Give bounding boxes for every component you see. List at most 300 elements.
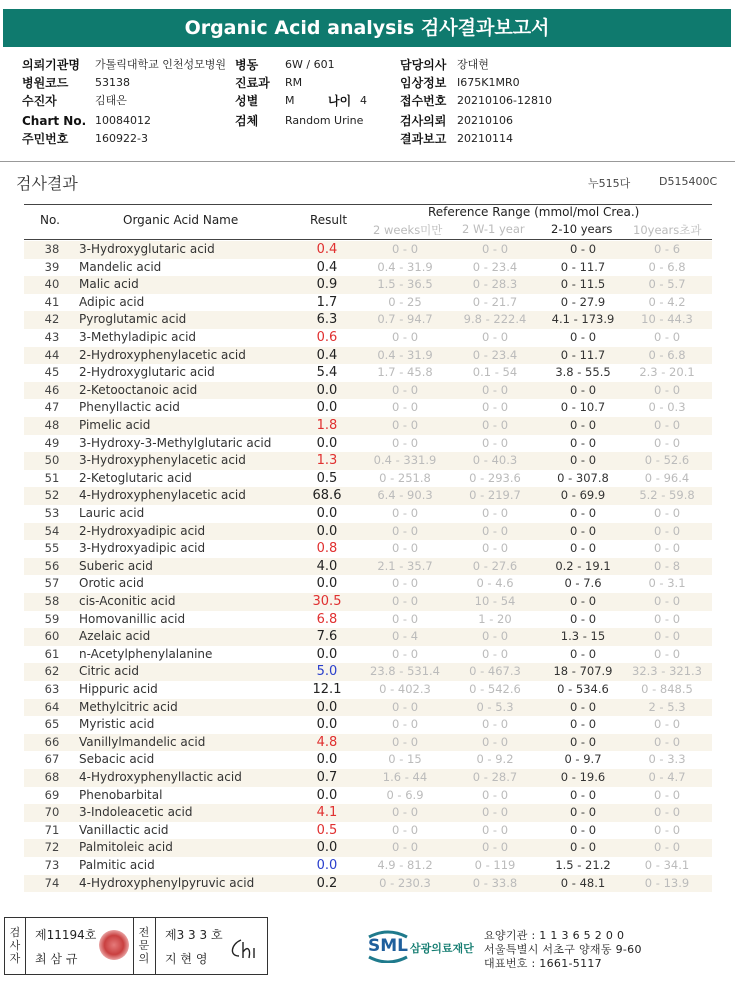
table-row — [24, 681, 712, 699]
info-label: Chart No. — [22, 114, 87, 128]
table-row — [24, 487, 712, 505]
row-number: 42 — [44, 312, 60, 327]
reference-range: 0 - 33.8 — [472, 875, 518, 890]
reference-range: 0 - 52.6 — [644, 453, 690, 468]
reference-range: 0 - 0 — [391, 611, 419, 626]
reference-range: 32.3 - 321.3 — [632, 664, 702, 679]
table-row — [24, 259, 712, 277]
table-row — [24, 699, 712, 717]
acid-name: Pimelic acid — [79, 418, 151, 432]
reference-range: 0 - 0 — [569, 840, 597, 855]
acid-name: n-Acetylphenylalanine — [79, 646, 213, 661]
reference-range: 0 - 0 — [653, 435, 681, 450]
row-number: 70 — [44, 805, 60, 820]
acid-name: Homovanillic acid — [79, 611, 186, 626]
row-number: 48 — [44, 418, 60, 432]
table-row — [24, 540, 712, 558]
reference-range: 0 - 0 — [391, 382, 419, 397]
reference-range: 1.6 - 44 — [382, 770, 428, 784]
row-number: 54 — [44, 523, 60, 538]
row-number: 60 — [44, 629, 60, 644]
reference-range: 0 - 0 — [569, 822, 597, 837]
table-header-rule — [24, 239, 712, 240]
reference-range: 0 - 0 — [481, 629, 509, 644]
result-value: 1.7 — [316, 294, 338, 310]
reference-range: 0 - 0 — [391, 734, 419, 749]
result-value: 0.7 — [316, 770, 338, 785]
acid-name: 3-Hydroxy-3-Methylglutaric acid — [79, 435, 272, 450]
table-row — [24, 294, 712, 312]
result-value: 6.8 — [316, 611, 338, 627]
row-number: 66 — [44, 734, 60, 749]
reference-range: 0 - 4 — [391, 629, 419, 644]
reference-range: 0 - 13.9 — [644, 875, 690, 890]
acid-name: 3-Methyladipic acid — [79, 330, 197, 344]
reference-range: 0 - 0 — [569, 435, 597, 450]
acid-name: Vanillylmandelic acid — [79, 734, 206, 749]
result-value: 0.4 — [316, 259, 338, 275]
specialist-id: 제3 3 3 호 — [165, 928, 223, 942]
result-value: 5.4 — [316, 365, 338, 381]
result-value: 6.3 — [316, 312, 338, 328]
acid-name: 3-Hydroxyglutaric acid — [79, 242, 215, 256]
row-number: 74 — [44, 875, 60, 890]
reference-range: 0 - 0 — [391, 576, 419, 591]
sml-logo-text: SML — [368, 936, 408, 956]
reference-range: 0 - 0 — [569, 594, 597, 608]
reference-range: 0 - 0 — [569, 717, 597, 732]
reference-range: 0 - 293.6 — [469, 470, 521, 485]
table-row — [24, 329, 712, 347]
reference-range: 0 - 0 — [391, 523, 419, 538]
table-row — [24, 875, 712, 893]
reference-range: 0.4 - 31.9 — [377, 259, 433, 274]
table-row — [24, 716, 712, 734]
age-label: 나이 — [328, 94, 352, 108]
table-row — [24, 839, 712, 857]
acid-name: 3-Hydroxyphenylacetic acid — [79, 453, 246, 468]
table-row — [24, 663, 712, 681]
row-number: 44 — [44, 347, 60, 362]
result-value: 0.0 — [316, 382, 338, 398]
reference-range: 0 - 0 — [569, 611, 597, 626]
table-row — [24, 575, 712, 593]
result-value: 4.0 — [316, 558, 338, 574]
acid-name: 4-Hydroxyphenyllactic acid — [79, 770, 242, 784]
table-top-rule — [24, 204, 712, 205]
table-row — [24, 276, 712, 294]
reference-range: 4.9 - 81.2 — [377, 858, 433, 872]
org-phone: 대표번호 : 1661-5117 — [484, 957, 602, 970]
row-number: 40 — [44, 277, 60, 292]
reference-range: 0 - 0 — [481, 805, 509, 820]
reference-range: 0 - 11.5 — [560, 277, 606, 292]
reference-range: 0 - 0 — [569, 418, 597, 432]
reference-range: 0 - 23.4 — [472, 347, 518, 362]
row-number: 46 — [44, 382, 60, 397]
result-value: 0.6 — [316, 330, 338, 345]
table-row — [24, 751, 712, 769]
header-no: No. — [40, 213, 60, 227]
row-number: 62 — [44, 664, 60, 679]
acid-name: Phenobarbital — [79, 787, 163, 802]
reference-range: 0 - 0 — [391, 822, 419, 837]
reference-range: 0 - 0 — [391, 805, 419, 820]
table-row — [24, 505, 712, 523]
row-number: 52 — [44, 488, 60, 503]
reference-range: 0 - 0 — [481, 840, 509, 855]
reference-range: 0 - 307.8 — [557, 470, 609, 485]
reference-range: 0 - 5.7 — [648, 277, 686, 292]
reference-range: 3.8 - 55.5 — [555, 365, 611, 380]
reference-range: 0 - 6.8 — [648, 347, 686, 362]
reference-range: 0 - 0 — [481, 506, 509, 520]
table-row — [24, 804, 712, 822]
acid-name: Citric acid — [79, 664, 139, 679]
reference-range: 0 - 6.8 — [648, 259, 686, 274]
row-number: 55 — [44, 541, 60, 556]
org-code: 요양기관 : 1 1 3 6 5 2 0 0 — [484, 929, 625, 942]
reference-range: 0 - 4.2 — [648, 294, 686, 309]
table-row — [24, 399, 712, 417]
row-number: 47 — [44, 400, 60, 415]
reference-range: 0 - 6.9 — [386, 787, 424, 802]
result-value: 0.0 — [316, 752, 338, 768]
reference-range: 23.8 - 531.4 — [370, 664, 440, 679]
acid-name: 2-Hydroxyphenylacetic acid — [79, 347, 246, 362]
acid-name: 2-Hydroxyadipic acid — [79, 523, 206, 538]
acid-name: Adipic acid — [79, 294, 145, 309]
table-row — [24, 417, 712, 435]
reference-range: 0 - 0 — [391, 717, 419, 732]
info-value: 20210106 — [457, 114, 513, 127]
info-value: M — [285, 94, 295, 107]
reference-range: 0 - 0 — [391, 541, 419, 556]
row-number: 72 — [44, 840, 60, 855]
reference-range: 0 - 0 — [481, 400, 509, 415]
reference-range: 0 - 0.3 — [648, 400, 686, 415]
info-value: 160922-3 — [95, 132, 148, 145]
header-name: Organic Acid Name — [123, 213, 239, 227]
table-row — [24, 787, 712, 805]
reference-range: 0 - 4.6 — [476, 576, 514, 591]
info-label: 의뢰기관명 — [22, 58, 80, 72]
row-number: 69 — [44, 787, 60, 802]
table-row — [24, 347, 712, 365]
reference-range: 0 - 6 — [653, 242, 681, 256]
reference-range: 0 - 4.7 — [648, 770, 686, 784]
result-value: 30.5 — [312, 594, 342, 609]
header-ref-col-3: 2-10 years — [551, 222, 613, 236]
reference-range: 0 - 0 — [391, 418, 419, 432]
reference-range: 1.3 - 15 — [560, 629, 606, 644]
row-number: 50 — [44, 453, 60, 468]
reference-range: 0 - 0 — [569, 699, 597, 714]
reference-range: 0 - 0 — [481, 330, 509, 344]
reference-range: 1.5 - 21.2 — [555, 858, 611, 872]
reference-range: 0 - 0 — [653, 822, 681, 837]
row-number: 71 — [44, 822, 60, 837]
reference-range: 0 - 96.4 — [644, 470, 690, 485]
org-address: 서울특별시 서초구 양재동 9-60 — [484, 943, 642, 956]
reference-range: 1.5 - 36.5 — [377, 277, 433, 292]
tester-id: 제11194호 — [35, 928, 97, 942]
reference-range: 0 - 0 — [569, 734, 597, 749]
reference-range: 0 - 25 — [388, 294, 422, 309]
result-value: 0.0 — [316, 699, 338, 715]
reference-range: 0 - 219.7 — [469, 488, 521, 503]
reference-range: 9.8 - 222.4 — [463, 312, 527, 327]
info-label: 수진자 — [22, 94, 57, 108]
result-value: 12.1 — [312, 682, 342, 697]
table-row — [24, 593, 712, 611]
acid-name: 3-Hydroxyadipic acid — [79, 541, 206, 556]
reference-range: 10 - 44.3 — [641, 312, 693, 327]
result-value: 0.0 — [316, 435, 338, 451]
reference-range: 0 - 8 — [653, 558, 681, 573]
reference-range: 0 - 10.7 — [560, 400, 606, 415]
row-number: 38 — [44, 242, 60, 256]
reference-range: 0 - 27.9 — [560, 294, 606, 309]
reference-range: 0.4 - 31.9 — [377, 347, 433, 362]
acid-name: 4-Hydroxyphenylpyruvic acid — [79, 875, 255, 890]
reference-range: 0 - 0 — [569, 646, 597, 661]
reference-range: 0 - 0 — [391, 594, 419, 608]
reference-range: 0 - 0 — [569, 453, 597, 468]
reference-range: 0 - 230.3 — [379, 875, 431, 890]
acid-name: Suberic acid — [79, 558, 153, 573]
reference-range: 0 - 28.3 — [472, 277, 518, 292]
result-value: 0.5 — [316, 822, 338, 838]
info-value: 6W / 601 — [285, 58, 335, 71]
table-row — [24, 241, 712, 259]
reference-range: 0 - 402.3 — [379, 682, 431, 696]
info-label: 주민번호 — [22, 132, 69, 146]
reference-range: 0 - 0 — [481, 734, 509, 749]
info-label: 접수번호 — [400, 94, 447, 108]
reference-range: 0 - 0 — [569, 523, 597, 538]
acid-name: Hippuric acid — [79, 682, 158, 696]
reference-range: 0 - 3.3 — [648, 752, 686, 767]
result-value: 5.0 — [316, 664, 338, 680]
row-number: 65 — [44, 717, 60, 732]
info-label: 임상정보 — [400, 76, 447, 90]
row-number: 59 — [44, 611, 60, 626]
reference-range: 0 - 3.1 — [648, 576, 686, 591]
reference-range: 2.3 - 20.1 — [639, 365, 695, 380]
result-value: 0.0 — [316, 717, 338, 733]
section-title: 검사결과 — [16, 174, 78, 193]
acid-name: Myristic acid — [79, 717, 155, 732]
row-number: 68 — [44, 770, 60, 784]
info-value: I675K1MR0 — [457, 76, 520, 89]
table-row — [24, 523, 712, 541]
table-row — [24, 646, 712, 664]
info-value: RM — [285, 76, 303, 89]
reference-range: 0 - 48.1 — [560, 875, 606, 890]
info-label: 병동 — [235, 58, 259, 72]
reference-range: 6.4 - 90.3 — [377, 488, 433, 503]
reference-range: 0 - 27.6 — [472, 558, 518, 573]
section-divider — [0, 161, 735, 162]
row-number: 45 — [44, 365, 60, 380]
table-row — [24, 558, 712, 576]
reference-range: 0 - 534.6 — [557, 682, 609, 696]
result-value: 1.3 — [316, 453, 338, 469]
reference-range: 0 - 0 — [481, 418, 509, 432]
row-number: 43 — [44, 330, 60, 344]
reference-range: 0 - 11.7 — [560, 259, 606, 274]
reference-range: 0 - 0 — [653, 594, 681, 608]
signature-icon — [227, 936, 263, 962]
reference-range: 0 - 19.6 — [560, 770, 606, 784]
row-number: 63 — [44, 682, 60, 696]
reference-range: 0 - 0 — [481, 787, 509, 802]
table-row — [24, 435, 712, 453]
reference-range: 0.4 - 331.9 — [373, 453, 437, 468]
reference-range: 0 - 0 — [653, 611, 681, 626]
reference-range: 2.1 - 35.7 — [377, 558, 433, 573]
tester-name: 최 삼 규 — [35, 952, 78, 966]
reference-range: 0 - 0 — [481, 541, 509, 556]
reference-range: 0 - 0 — [653, 717, 681, 732]
acid-name: Sebacic acid — [79, 752, 155, 767]
reference-range: 0 - 0 — [391, 840, 419, 855]
reference-range: 0 - 0 — [653, 805, 681, 820]
reference-range: 0 - 0 — [653, 646, 681, 661]
reference-range: 4.1 - 173.9 — [551, 312, 615, 327]
reference-range: 0.1 - 54 — [472, 365, 518, 380]
header-result: Result — [310, 213, 348, 227]
reference-range: 5.2 - 59.8 — [639, 488, 695, 503]
result-value: 68.6 — [312, 488, 342, 504]
signature-box — [4, 917, 268, 975]
result-value: 0.0 — [316, 576, 338, 592]
table-row — [24, 734, 712, 752]
table-row — [24, 822, 712, 840]
table-row — [24, 470, 712, 488]
table-row — [24, 611, 712, 629]
row-number: 61 — [44, 646, 60, 661]
reference-range: 18 - 707.9 — [553, 664, 613, 679]
reference-range: 0 - 0 — [653, 541, 681, 556]
age-value: 4 — [360, 94, 367, 107]
row-number: 56 — [44, 558, 60, 573]
result-value: 0.5 — [316, 470, 338, 486]
result-value: 0.0 — [316, 858, 338, 873]
reference-range: 0 - 23.4 — [472, 259, 518, 274]
reference-range: 0 - 0 — [481, 523, 509, 538]
result-value: 1.8 — [316, 418, 338, 433]
table-row — [24, 364, 712, 382]
row-number: 58 — [44, 594, 60, 608]
reference-range: 0 - 15 — [388, 752, 422, 767]
reference-range: 0 - 5.3 — [476, 699, 514, 714]
reference-range: 0 - 0 — [391, 242, 419, 256]
info-label: 성별 — [235, 94, 259, 108]
acid-name: Pyroglutamic acid — [79, 312, 187, 327]
result-value: 0.0 — [316, 646, 338, 662]
acid-name: Vanillactic acid — [79, 822, 169, 837]
info-label: 병원코드 — [22, 76, 69, 90]
reference-range: 0 - 0 — [481, 435, 509, 450]
acid-name: 2-Hydroxyglutaric acid — [79, 365, 215, 380]
info-value: Random Urine — [285, 114, 364, 127]
reference-range: 0 - 0 — [569, 382, 597, 397]
header-ref-col-2: 2 W-1 year — [462, 222, 525, 236]
info-label: 검사의뢰 — [400, 114, 447, 128]
result-value: 0.9 — [316, 277, 338, 293]
acid-name: Malic acid — [79, 277, 139, 292]
reference-range: 0 - 0 — [391, 400, 419, 415]
reference-range: 0 - 0 — [391, 435, 419, 450]
reference-range: 0.7 - 94.7 — [377, 312, 433, 327]
report-title: Organic Acid analysis 검사결과보고서 — [3, 9, 731, 47]
acid-name: Methylcitric acid — [79, 699, 178, 714]
result-value: 0.8 — [316, 541, 338, 557]
result-value: 0.4 — [316, 242, 338, 257]
result-value: 4.1 — [316, 805, 338, 821]
acid-name: cis-Aconitic acid — [79, 594, 176, 608]
info-label: 진료과 — [235, 76, 270, 90]
info-value: 김태은 — [95, 94, 127, 107]
reference-range: 0 - 9.2 — [476, 752, 514, 767]
row-number: 41 — [44, 294, 60, 309]
info-value: 10084012 — [95, 114, 151, 127]
header-ref-col-1: 2 weeks미만 — [373, 223, 443, 237]
table-row — [24, 628, 712, 646]
row-number: 73 — [44, 858, 60, 872]
reference-range: 0 - 0 — [481, 822, 509, 837]
row-number: 51 — [44, 470, 60, 485]
table-header — [0, 203, 735, 239]
reference-range: 0 - 848.5 — [641, 682, 693, 696]
result-value: 0.0 — [316, 523, 338, 539]
specialist-name: 지 현 영 — [165, 952, 208, 966]
row-number: 39 — [44, 259, 60, 274]
result-value: 4.8 — [316, 734, 338, 750]
reference-range: 0 - 0 — [653, 506, 681, 520]
info-label: 담당의사 — [400, 58, 447, 72]
reference-range: 0 - 0 — [653, 330, 681, 344]
result-value: 0.0 — [316, 400, 338, 416]
acid-name: 2-Ketooctanoic acid — [79, 382, 198, 397]
reference-range: 1.7 - 45.8 — [377, 365, 433, 380]
section-code-1: 누515다 — [588, 177, 631, 190]
reference-range: 0 - 0 — [481, 646, 509, 661]
reference-range: 0 - 28.7 — [472, 770, 518, 784]
info-label: 결과보고 — [400, 132, 447, 146]
row-number: 67 — [44, 752, 60, 767]
result-value: 0.0 — [316, 787, 338, 803]
table-row — [24, 769, 712, 787]
reference-range: 0 - 21.7 — [472, 294, 518, 309]
reference-range: 1 - 20 — [478, 611, 512, 626]
reference-range: 10 - 54 — [474, 594, 516, 608]
section-code-2: D515400C — [659, 175, 718, 188]
acid-name: 4-Hydroxyphenylacetic acid — [79, 488, 246, 503]
sml-org-name: 삼광의료재단 — [410, 942, 474, 955]
reference-range: 0 - 0 — [391, 506, 419, 520]
reference-range: 0 - 0 — [481, 242, 509, 256]
info-value: 53138 — [95, 76, 130, 89]
info-label: 검체 — [235, 114, 259, 128]
reference-range: 0 - 119 — [474, 858, 516, 872]
info-value: 장대현 — [457, 58, 489, 71]
reference-range: 0 - 0 — [569, 787, 597, 802]
info-value: 20210114 — [457, 132, 513, 145]
reference-range: 0 - 7.6 — [564, 576, 602, 591]
